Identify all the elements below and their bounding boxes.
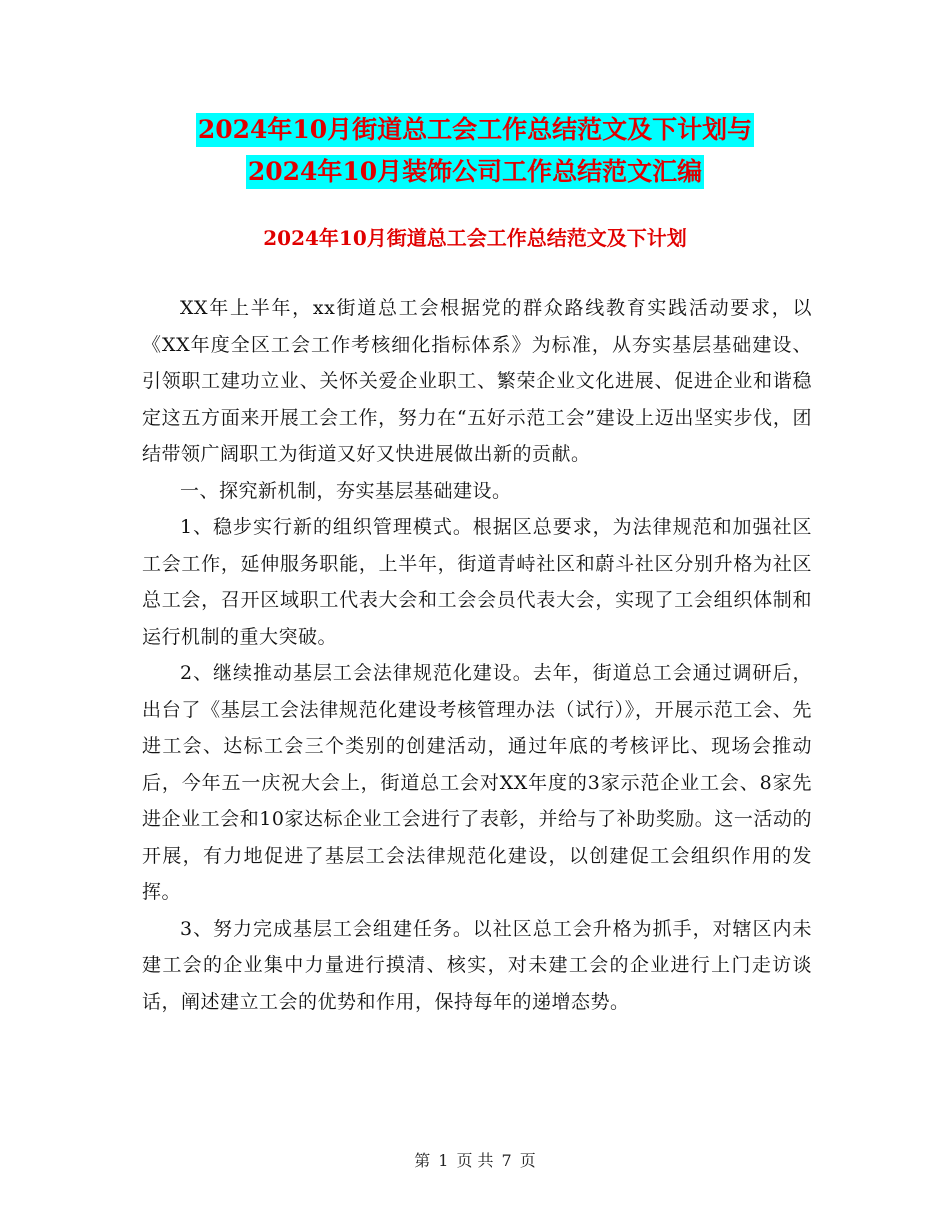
paragraph-item-3: 3、努力完成基层工会组建任务。以社区总工会升格为抓手，对辖区内未建工会的企业集中力量进行摸清、核实，对未建工会的企业进行上门走访谈话，阐述建立工会的优势和作用，保持每年的递增态势。 [142, 917, 812, 1013]
footer-mid: 页 共 [456, 1151, 494, 1170]
footer-prefix: 第 [414, 1151, 431, 1170]
section-title: 2024年10月街道总工会工作总结范文及下计划 [263, 226, 687, 250]
footer-page-total: 7 [501, 1151, 512, 1170]
title-line-1: 2024年10月街道总工会工作总结范文及下计划与 [196, 113, 754, 147]
title-line-2: 2024年10月装饰公司工作总结范文汇编 [246, 155, 704, 189]
paragraph-heading-1: 一、探究新机制，夯实基层基础建设。 [180, 479, 512, 502]
paragraph-item-2: 2、继续推动基层工会法律规范化建设。去年，街道总工会通过调研后，出台了《基层工会法律规范化建设考核管理办法（试行）》，开展示范工会、先进工会、达标工会三个类别的创建活动，通过年底的考核评比、现场会推动后，今年五一庆祝大会上，街道总工会对XX年度的3家示范企业工会、8家先进企业工会和10家达标企业工会进行了表彰，并给与了补助奖励。这一活动的开展，有力地促进了基层工会法律规范化建设，以创建促工会组织作用的发挥。 [142, 662, 812, 903]
footer-page-current: 1 [438, 1151, 449, 1170]
paragraph-item-1: 1、稳步实行新的组织管理模式。根据区总要求，为法律规范和加强社区工会工作，延伸服务职能，上半年，街道青峙社区和蔚斗社区分别升格为社区总工会，召开区域职工代表大会和工会会员代表大会，实现了工会组织体制和运行机制的重大突破。 [142, 516, 812, 648]
document-body [142, 290, 812, 1020]
page-footer [0, 1150, 950, 1172]
paragraph-intro: XX年上半年，xx街道总工会根据党的群众路线教育实践活动要求，以《XX年度全区工会工作考核细化指标体系》为标准，从夯实基层基础建设、引领职工建功立业、关怀关爱企业职工、繁荣企业文化进展、促进企业和谐稳定这五方面来开展工会工作，努力在“五好示范工会”建设上迈出坚实步伐，团结带领广阔职工为街道又好又快进展做出新的贡献。 [142, 297, 812, 465]
footer-suffix: 页 [519, 1151, 536, 1170]
